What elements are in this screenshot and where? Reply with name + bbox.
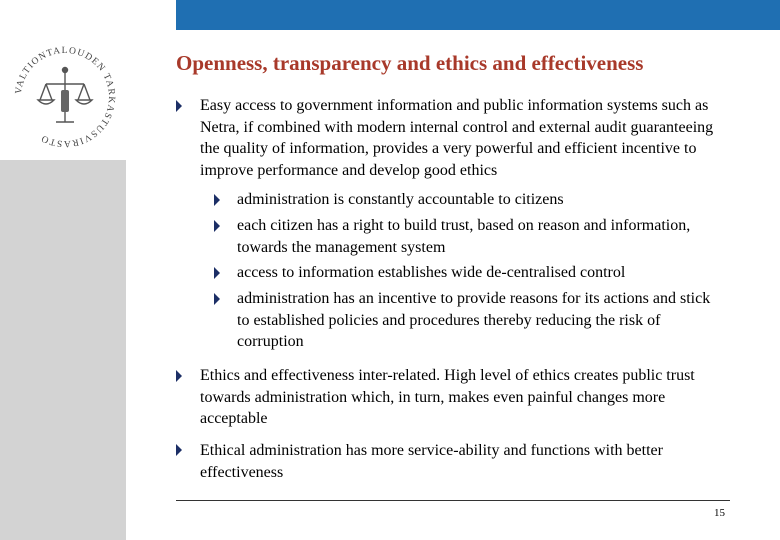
sub-bullet-marker-icon bbox=[214, 220, 220, 232]
page-number: 15 bbox=[714, 507, 725, 519]
footer-divider bbox=[176, 500, 730, 501]
bullet-marker-icon bbox=[176, 370, 182, 382]
bullet-text: Ethical administration has more service-ability and functions with better effectiveness bbox=[200, 442, 663, 481]
sub-bullet-text: administration is constantly accountable to citizens bbox=[237, 191, 564, 208]
sub-bullet-text: access to information establishes wide de-centralised control bbox=[237, 264, 626, 281]
seal-logo-icon bbox=[6, 38, 124, 156]
bullet-marker-icon bbox=[176, 100, 182, 112]
svg-text:VALTIONTALOUDEN TARKASTUSVIRAS: VALTIONTALOUDEN TARKASTUSVIRASTO bbox=[14, 45, 117, 149]
sub-bullet-marker-icon bbox=[214, 293, 220, 305]
logo-area bbox=[0, 0, 126, 160]
sub-bullet-marker-icon bbox=[214, 194, 220, 206]
bullet-text: Easy access to government information and public information systems such as Netra, if combined with modern internal control and external audit guaranteeing the quality of information, provides a very powerful and efficient incentive to improve performance and develop good ethics bbox=[200, 97, 714, 179]
slide-title: Openness, transparency and ethics and effectiveness bbox=[176, 51, 644, 75]
bullet-text: Ethics and effectiveness inter-related. High level of ethics creates public trust towards administration which, in turn, makes even painful changes more acceptable bbox=[200, 367, 695, 427]
sub-bullet-marker-icon bbox=[214, 267, 220, 279]
sub-bullet-text: administration has an incentive to provide reasons for its actions and stick to established policies and procedures thereby reducing the risk of corruption bbox=[237, 290, 711, 350]
sub-bullet-text: each citizen has a right to build trust, based on reason and information, towards the management system bbox=[237, 217, 691, 256]
top-accent-bar bbox=[176, 0, 780, 30]
bullet-marker-icon bbox=[176, 444, 182, 456]
